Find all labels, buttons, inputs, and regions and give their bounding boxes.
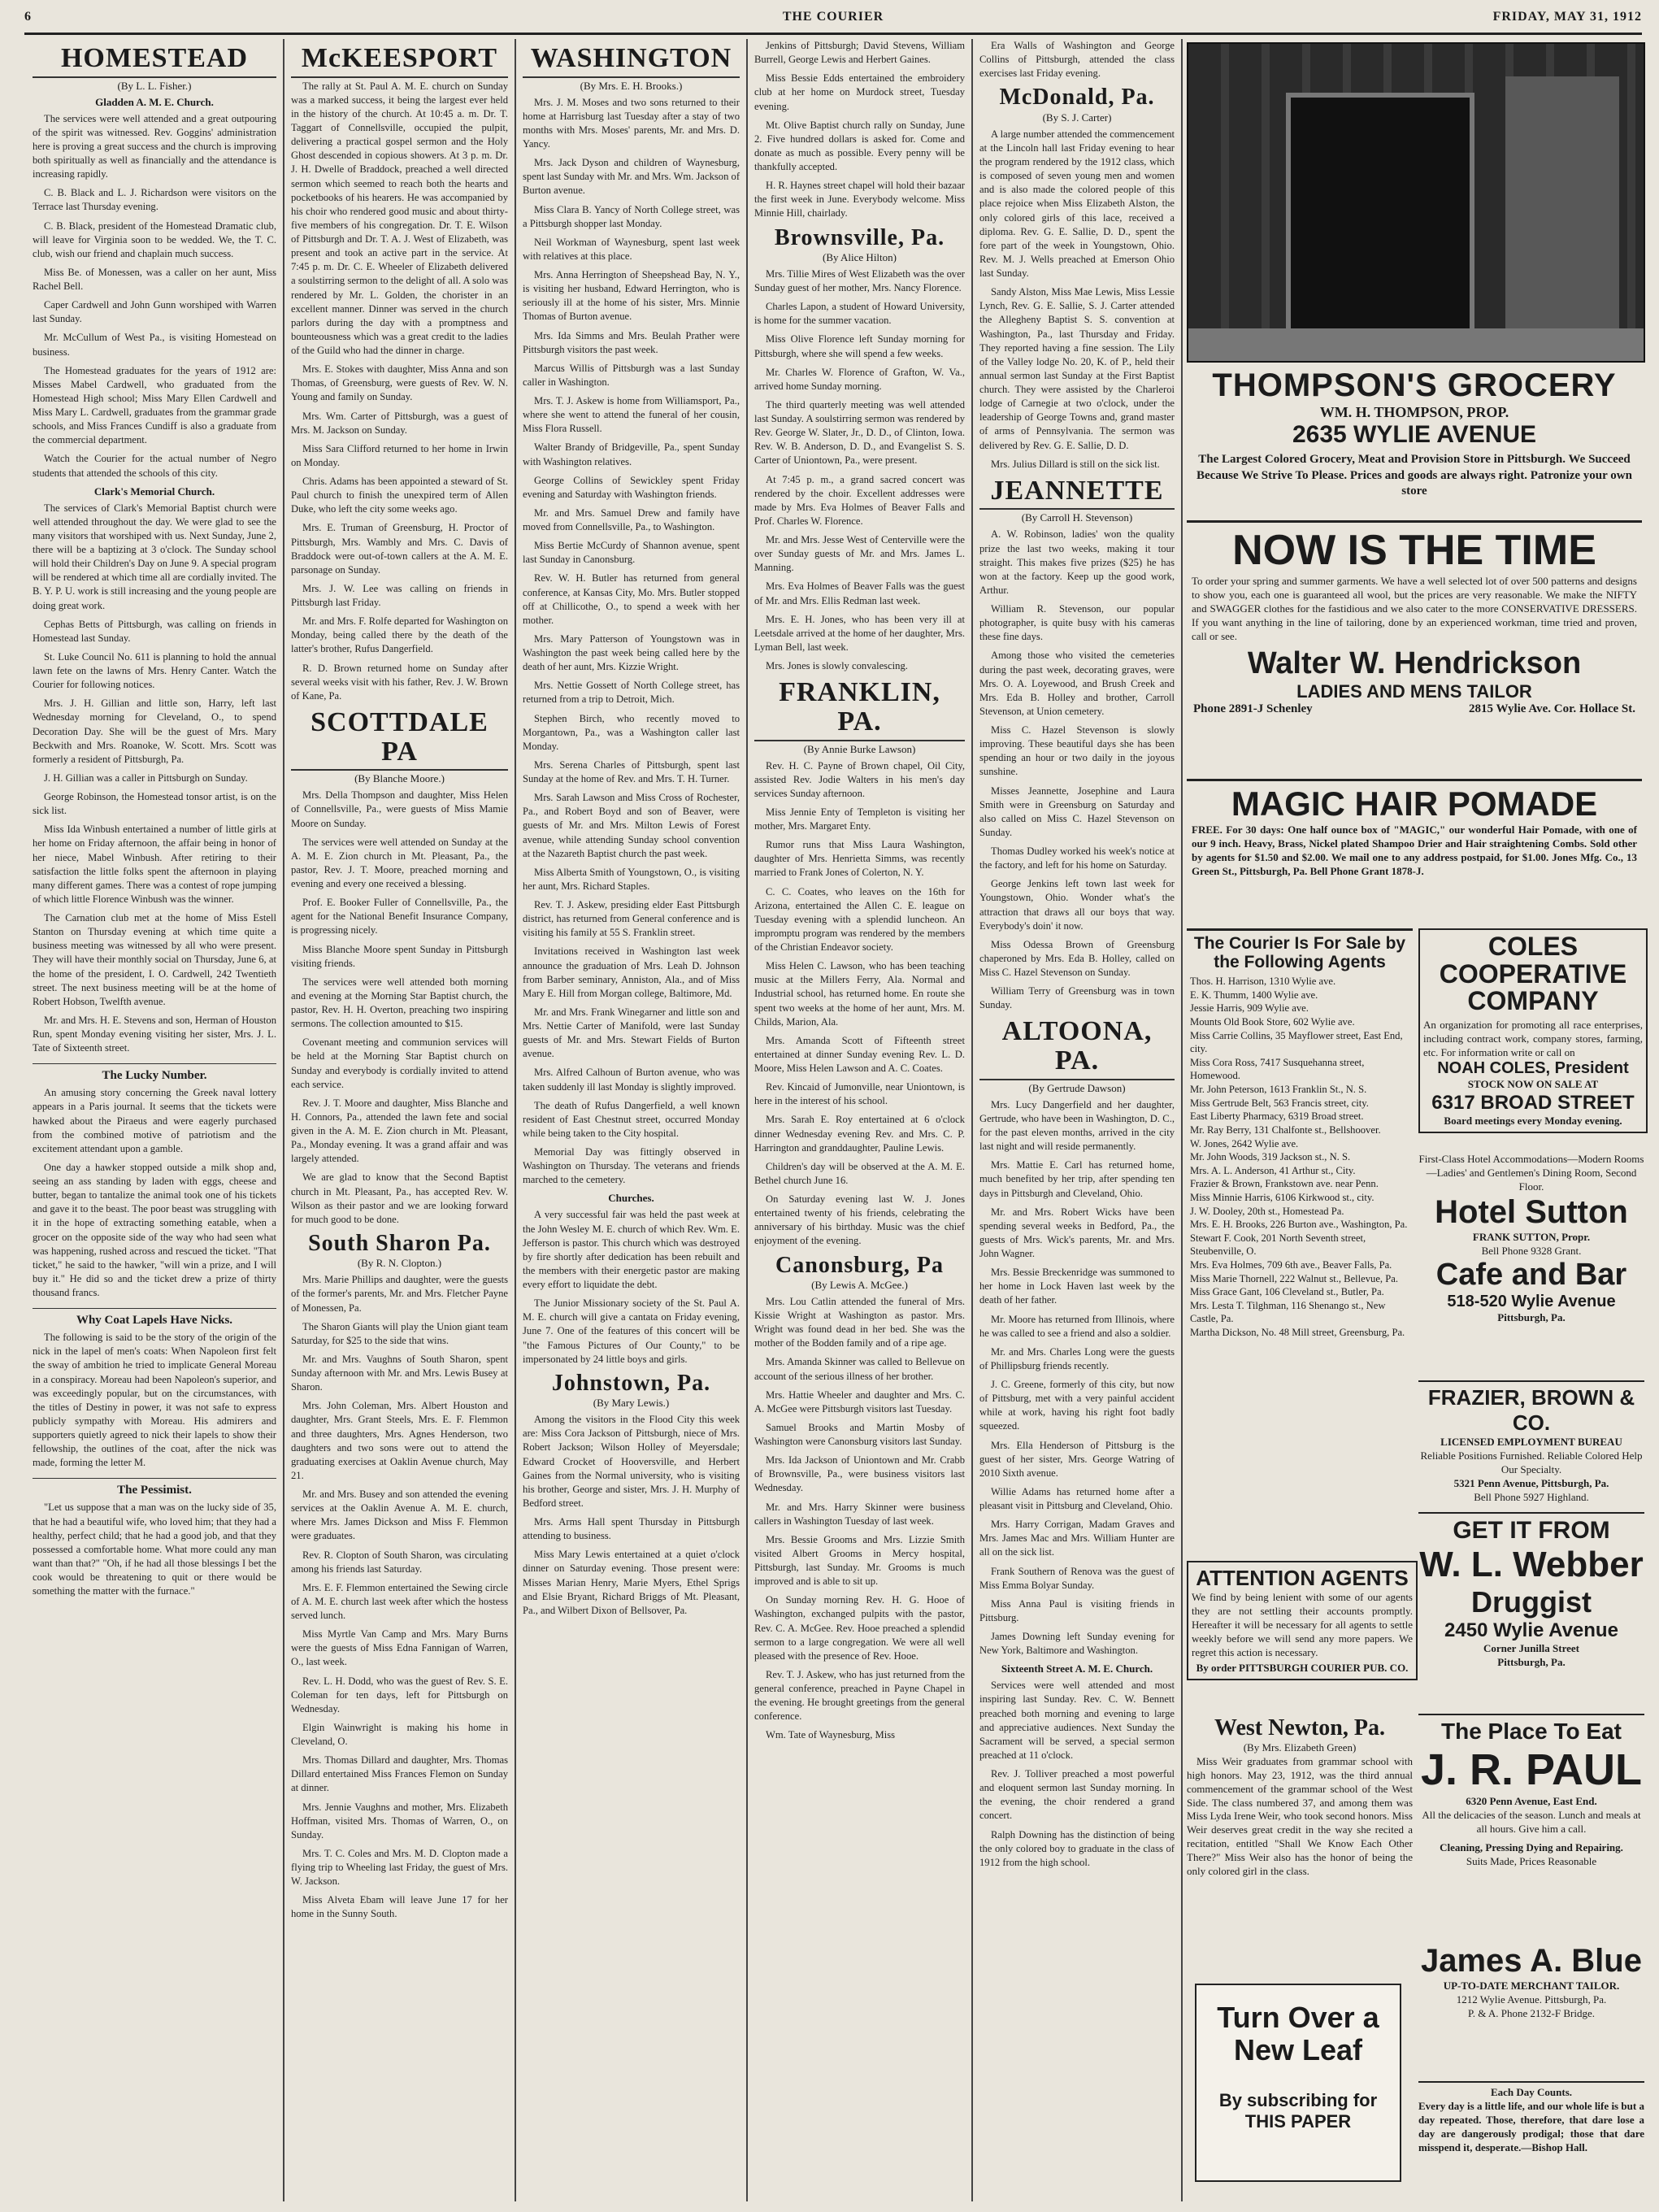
coles-name: NOAH COLES, President [1437, 1059, 1629, 1078]
frazier-address: 5321 Penn Avenue, Pittsburgh, Pa. [1453, 1476, 1609, 1489]
section-subheading: Sixteenth Street A. M. E. Church. [1001, 1662, 1153, 1675]
coles-ad [1418, 928, 1648, 1133]
news-paragraph: Mrs. Lucy Dangerfield and her daughter, Gertrude, who have been in Washington, D. C., for the past eleven months, arrived in the city last night and will reside permanently. [979, 1098, 1175, 1153]
news-paragraph: Mrs. Bessie Breckenridge was summoned to her home in Lock Haven last week by the death of her father. [979, 1267, 1175, 1306]
newton-headline: West Newton, Pa. [1214, 1715, 1385, 1740]
news-paragraph: The services were well attended on Sunday at the A. M. E. Zion church in Mt. Pleasant, Pa., the pastor, Rev. J. T. Moore, preached morning and evening and every one received a blessing. [291, 836, 508, 890]
news-paragraph: The services of Clark's Memorial Baptist church were well attended throughout the day. We were glad to see the many visitors that worshiped with us. Next Sunday, June 2, there will be a baptizing at 3 o'clock. The Sunday school will hold their Children's Day on June 9. A special program will be rendered at which time all are cordially invited. The B. Y. P. U. work is still increasing and the young people are doing great work. [33, 502, 276, 611]
news-paragraph: Mrs. Amanda Skinner was called to Bellevue on account of the serious illness of her brother. [754, 1356, 965, 1382]
news-paragraph: St. Luke Council No. 611 is planning to hold the annual lawn fete on the lawns of Mrs. Henry Canter. Watch the Courier for following notices. [33, 650, 276, 691]
agent-entry: Stewart F. Cook, 201 North Seventh street, Steubenville, O. [1190, 1232, 1366, 1258]
news-paragraph: An amusing story concerning the Greek naval lottery appears in a Paris journal. It seems that the tickets were hawked about the Piraeus and were eagerly purchased from the combined motive of patriotism and the excitement attendant upon a gamble. [33, 1087, 276, 1154]
news-paragraph: Miss Odessa Brown of Greensburg chaperoned by Mrs. Eda B. Holley, called on Miss C. Hazel Stevenson on Sunday. [979, 938, 1175, 979]
news-paragraph: Mrs. Lou Catlin attended the funeral of Mrs. Kissie Wright at Washington as pastor. Mrs. Wright was found dead in her bed. She was the mother of the Bodden family and of a ripe age. [754, 1295, 965, 1349]
column-rule [1181, 39, 1183, 2201]
news-paragraph: The Homestead graduates for the years of 1912 are: Misses Mabel Cardwell, who graduated from the Homestead High school; Miss Mary Ellen Cardwell and Miss Mary L. Cardwell, graduates from the grammar grade schools, and Miss Frances Cundiff is also a graduate from the commercial department. [33, 364, 276, 446]
news-paragraph: Jenkins of Pittsburgh; David Stevens, William Burrell, George Lewis and Herbert Gaines. [754, 40, 965, 66]
paul-ad [1418, 1714, 1644, 1868]
news-paragraph: Rev. L. H. Dodd, who was the guest of Rev. S. E. Coleman for ten days, left for Pittsburgh on Wednesday. [291, 1675, 508, 1714]
coles-stock: STOCK NOW ON SALE AT [1467, 1078, 1599, 1091]
newton-section [1187, 1715, 1413, 1879]
news-paragraph: Mrs. J. M. Moses and two sons returned to their home at Harrisburg last Tuesday after a stay of two months with Mrs. Moses' parents, Mr. and Mrs. D. Yancy. [523, 96, 740, 150]
news-paragraph: Mrs. John Coleman, Mrs. Albert Houston and daughter, Mrs. Grant Steels, Mrs. E. F. Flemmon and three daughters, Mrs. Agnes Henderson, two daughters and two sons were out to attend the graduating exercises at Oaklin Avenue church, May 21. [291, 1400, 508, 1481]
sutton-address: 518-520 Wylie Avenue [1447, 1293, 1616, 1311]
news-paragraph: Mrs. Jennie Vaughns and mother, Mrs. Elizabeth Hoffman, visited Mrs. Thomas of Warren, O., on Sunday. [291, 1801, 508, 1840]
news-paragraph: Watch the Courier for the actual number of Negro students that attended the schools of this city. [33, 453, 276, 479]
counts-text: Every day is a little life, and our whole life is but a day repeated. Those, therefore, that dare lose a day are dangerously prodigal; those that dare misspend it, desperate.—Bishop Hall. [1418, 2099, 1644, 2153]
news-paragraph: Mrs. Anna Herrington of Sheepshead Bay, N. Y., is visiting her husband, Edward Herrington, who is seriously ill at the home of his sister, Mrs. Minnie Thomas of Burton avenue. [523, 269, 740, 323]
news-paragraph: Mrs. Wm. Carter of Pittsburgh, was a guest of Mrs. M. Jackson on Sunday. [291, 410, 508, 436]
news-paragraph: Miss Mary Lewis entertained at a quiet o'clock dinner on Saturday evening. Those present were: Misses Marian Henry, Marie Myers, Ethel Sprigs and Elsie Bryant, Richard Briggs of Mt. Pleasant, Pa., and Wilbert Dixon of Bellsover, Pa. [523, 1549, 740, 1616]
news-paragraph: Mrs. Eva Holmes of Beaver Falls was the guest of Mr. and Mrs. Ellis Redman last week. [754, 580, 965, 606]
news-paragraph: The death of Rufus Dangerfield, a well known resident of East Chestnut street, occurred Monday while being taken to the City hospital. [523, 1099, 740, 1139]
news-paragraph: Mrs. Bessie Grooms and Mrs. Lizzie Smith visited Albert Grooms in Mercy hospital, Pittsburgh, last Sunday. Mr. Grooms is much improved and is able to sit up. [754, 1533, 965, 1588]
news-paragraph: J. C. Greene, formerly of this city, but now of Pittsburg, met with a very painful accident while at work, having his right foot badly squeezed. [979, 1379, 1175, 1432]
leaf-by: By subscribing for THIS PAPER [1218, 2090, 1378, 2132]
coles-address: 6317 BROAD STREET [1431, 1092, 1635, 1115]
agent-entry: Mrs. Eva Holmes, 709 6th ave., Beaver Falls, Pa. [1190, 1258, 1392, 1271]
agent-entry: E. K. Thumm, 1400 Wylie ave. [1190, 989, 1318, 1001]
news-paragraph: Services were well attended and most inspiring last Sunday. Rev. C. W. Bennett preached both morning and evening to large and appreciative audiences. Next Sunday the Sacrament will be served, a special sermon preached at 11 o'clock. [979, 1680, 1175, 1761]
tailor-headline: NOW IS THE TIME [1232, 527, 1596, 574]
news-paragraph: Mr. Moore has returned from Illinois, where he was called to see a friend and also a soldier. [979, 1313, 1175, 1339]
news-paragraph: Mrs. Serena Charles of Pittsburgh, spent last Sunday at the home of Rev. and Mrs. T. H. Turner. [523, 758, 740, 785]
news-paragraph: Miss Myrtle Van Camp and Mrs. Mary Burns were the guests of Miss Edna Fannigan of Warren, O., last week. [291, 1628, 508, 1668]
webber-top: GET IT FROM [1453, 1517, 1610, 1544]
paul-text: All the delicacies of the season. Lunch and meals at all hours. Give him a call. [1422, 1808, 1641, 1835]
counts-box [1418, 2081, 1644, 2154]
grocery-text: The Largest Colored Grocery, Meat and Provision Store in Pittsburgh. We Succeed Because We Strive To Please. Prices and goods are always right. Patronize your own store [1196, 453, 1632, 498]
news-paragraph: Walter Brandy of Bridgeville, Pa., spent Sunday with Washington relatives. [523, 441, 740, 467]
agents-headline: The Courier Is For Sale by the Following Agents [1193, 934, 1406, 972]
paul-address: 6320 Penn Avenue, East End. [1466, 1795, 1597, 1807]
news-paragraph: Elgin Wainwright is making his home in Cleveland, O. [291, 1721, 508, 1748]
news-paragraph: Wm. Tate of Waynesburg, Miss [766, 1729, 896, 1741]
agent-entry: Mr. Ray Berry, 131 Chalfonte st., Bellshoover. [1190, 1123, 1381, 1136]
news-paragraph: Charles Lapon, a student of Howard University, is home for the summer vacation. [754, 301, 965, 327]
column-rule [746, 39, 748, 2201]
section-heading: McKEESPORT [291, 44, 508, 78]
photo-panel [1505, 76, 1619, 337]
news-paragraph: Rev. R. Clopton of South Sharon, was circulating among his friends last Saturday. [291, 1549, 508, 1575]
section-heading: WASHINGTON [523, 44, 740, 78]
story-title: The Pessimist. [33, 1478, 276, 1497]
section-heading: McDonald, Pa. [999, 85, 1155, 111]
news-paragraph: Mr. and Mrs. Frank Winegarner and little son and Mrs. Nettie Carter of Manifold, were last Sunday guests of Mr. and Mrs. Stewart Fields of Burton avenue. [523, 1006, 740, 1060]
news-paragraph: Miss Blanche Moore spent Sunday in Pittsburgh visiting friends. [291, 943, 508, 969]
news-paragraph: Mrs. Harry Corrigan, Madam Graves and Mrs. James Mac and Mrs. William Hunter are all on the sick list. [979, 1519, 1175, 1558]
agent-entry: J. W. Dooley, 20th st., Homestead Pa. [1190, 1205, 1344, 1217]
news-paragraph: Among the visitors in the Flood City this week are: Miss Cora Jackson of Pittsburgh, niece of Mrs. Robert Jackson; Wilson Holley of Meyersdale; Edward Crocket of Hooversville, and Herbert Gaines from the Normal university, who is visiting his brother, George and sister, Mrs. J. H. Murphy of Bedford street. [523, 1414, 740, 1509]
frazier-phone: Bell Phone 5927 Highland. [1474, 1490, 1589, 1503]
tailor-sub: LADIES AND MENS TAILOR [1296, 681, 1532, 702]
news-paragraph: Mr. McCullum of West Pa., is visiting Homestead on business. [33, 332, 276, 358]
news-paragraph: William Terry of Greensburg was in town Sunday. [979, 985, 1175, 1011]
news-paragraph: The rally at St. Paul A. M. E. church on Sunday was a marked success, it being the largest ever held in the history of the church. At 10:45 a. m. Dr. T. Taggart of Connellsville, occupied the pulpit, delivering a practical gospel sermon and the Holy Ghost descended in copious showers. At 3 p. m. Dr. J. H. Dwelle of Braddock, preached a well directed sermon which seemed to reach both the hearts and pocketbooks of his hearers. He was accompanied by his choir who rendered good music and about thirty-five members of his congregation. Dr. T. E. Wilson of Pittsburgh and Dr. T. A. J. West of Elizabeth, was present and took an active part in the service. At 7:45 p. m. Dr. C. E. Wheeler of Elizabeth delivered a soulstirring sermon to the delight of all. A solo was rendered by Mr. L. Golden, the chorister in an excellent manner. Dinner was served in the church parlors during the day with a promptness and bounteousness which was a great credit to the ladies of the Guild who had the dinner in charge. [291, 80, 508, 357]
news-paragraph: R. D. Brown returned home on Sunday after several weeks visit with his father, Rev. J. W. Brown of Kane, Pa. [291, 662, 508, 702]
coles-text: An organization for promoting all race enterprises, including contract work, company stores, farming, etc. For information write or call on [1423, 1018, 1643, 1058]
news-paragraph: We are glad to know that the Second Baptist church in Mt. Pleasant, Pa., has accepted Rev. W. Wilson as their pastor and we are looking forward for much good to be done. [291, 1171, 508, 1225]
news-paragraph: Mrs. Amanda Scott of Fifteenth street entertained at dinner Sunday evening Rev. L. D. Moore, Miss Helen Lawson and A. C. Coates. [754, 1034, 965, 1075]
news-paragraph: Mrs. J. W. Lee was calling on friends in Pittsburgh last Friday. [291, 582, 508, 609]
blue-phone: P. & A. Phone 2132-F Bridge. [1467, 2006, 1595, 2019]
news-paragraph: Mr. and Mrs. H. E. Stevens and son, Herman of Houston Run, spent Monday evening visiting her sister, Mrs. J. L. Tate of Sixteenth street. [33, 1014, 276, 1054]
sutton-name: Hotel Sutton [1435, 1193, 1628, 1230]
storefront-photo [1187, 42, 1645, 363]
news-paragraph: The services were well attended and a great outpouring of the spirit was witnessed. Rev. Goggins' administration here is proving a great success and the church is improving both spiritually as well as financially and the attendance is increasing rapidly. [33, 112, 276, 180]
news-paragraph: Rev. T. J. Askew, who has just returned from the general conference, preached in Payne Chapel in the evening. He brought greetings from the general conference. [754, 1668, 965, 1723]
news-paragraph: Miss Olive Florence left Sunday morning for Pittsburgh, where she will spend a few weeks. [754, 333, 965, 359]
news-paragraph: One day a hawker stopped outside a milk shop and, seeing an ass standing by laden with eggs, cheese and butter, began to tantalize the animal took one of his tickets and gave it to the beast. The poor beast was struggling with it in the hope of extracting something eatable, when a grocer on the opposite side of the way who had seen what was happening, rushed across and rescued the ticket. "That ticket," he said to the hawker, "will win a prize, and I will buy it." He did so and the ticket drew a prize of thirty thousand francs. [33, 1161, 276, 1299]
news-paragraph: Miss Ida Winbush entertained a number of little girls at her home on Friday afternoon, the affair being in honor of her niece, Mabel Winbush. After retiring to their satisfaction the little folks spent the afternoon in playing many different games. There was a contest of rope jumping of which little Florence Winbush was the winner. [33, 824, 276, 905]
frazier-name: FRAZIER, BROWN & CO. [1427, 1385, 1635, 1435]
news-paragraph: Children's day will be observed at the A. M. E. Bethel church June 16. [754, 1160, 965, 1186]
news-paragraph: James Downing left Sunday evening for New York, Baltimore and Washington. [979, 1631, 1175, 1657]
photo-floor [1188, 328, 1644, 361]
pomade-text: FREE. For 30 days: One half ounce box of "MAGIC," our wonderful Hair Pomade, with one of our 9 inch. Heavy, Brass, Nickel plated Shampoo Drier and Hair straightening Combs. Sold other by agents for $1.50 and $2.00. We mail one to any address postpaid, for $1.00. Jones Mfg. Co., 13 Green St., Pittsburgh, Pa. Bell Phone Grant 1878-J. [1192, 824, 1637, 877]
news-paragraph: Mrs. T. C. Coles and Mrs. M. D. Clopton made a flying trip to Wheeling last Friday, the guest of Mrs. W. Jackson. [291, 1847, 508, 1888]
column-homestead [28, 39, 281, 2201]
news-paragraph: A. W. Robinson, ladies' won the quality prize the last two weeks, making it tour straight. This makes five prizes ($25) he has won at the factory. Keep up the good work, Arthur. [979, 528, 1175, 596]
news-paragraph: Miss Be. of Monessen, was a caller on her aunt, Miss Rachel Bell. [33, 266, 276, 293]
news-paragraph: Samuel Brooks and Martin Mosby of Washington were Canonsburg visitors last Sunday. [754, 1421, 965, 1448]
news-paragraph: Mrs. Sarah Lawson and Miss Cross of Rochester, Pa., and Robert Boyd and son of Beaver, were guests of Mr. and Mrs. Milton Lewis of Forest avenue, while attending Sunday school convention at the Nazareth Baptist church the past week. [523, 792, 740, 859]
sutton-phone: Bell Phone 9328 Grant. [1481, 1244, 1582, 1257]
story-title: Why Coat Lapels Have Nicks. [33, 1308, 276, 1328]
column-mcdonald [975, 39, 1179, 2201]
news-paragraph: Mr. and Mrs. Vaughns of South Sharon, spent Sunday afternoon with Mr. and Mrs. Lewis Busey at Sharon. [291, 1353, 508, 1393]
leaf-headline: Turn Over a New Leaf [1217, 2001, 1379, 2066]
news-paragraph: Rumor runs that Miss Laura Washington, daughter of Mrs. Henrietta Simms, was recently married to Frank Jones of Colerton, N. Y. [754, 839, 965, 879]
attention-by: By order PITTSBURGH COURIER PUB. CO. [1196, 1662, 1409, 1675]
news-paragraph: The third quarterly meeting was well attended last Sunday. A soulstirring sermon was rendered by Rev. George W. Slater, Jr., D. D., of Clinton, Iowa. Rev. W. B. Anderson, D. D., and Evangelist S. S. Carter of Uniontown, Pa., were present. [754, 398, 965, 467]
frazier-sub: LICENSED EMPLOYMENT BUREAU [1440, 1436, 1622, 1448]
newton-text: Miss Weir graduates from grammar school with high honors. May 23, 1912, was the third annual commencement of the grammar school of the West Side. The class numbered 37, and among them was Miss Lyda Irene Weir, who took second honors. Miss Weir deserves great credit in the way she recited a recitation, entitled "Shall We Know Each Other There?" Miss Weir also has the honor of being the only colored girl in the class. [1187, 1754, 1413, 1878]
section-byline: (By Alice Hilton) [823, 250, 897, 263]
section-byline: (By Annie Burke Lawson) [803, 742, 916, 755]
news-paragraph: Mrs. T. J. Askew is home from Williamsport, Pa., where she went to attend the funeral of her cousin, Miss Flora Russell. [523, 395, 740, 435]
news-paragraph: Rev. H. C. Payne of Brown chapel, Oil City, assisted Rev. Jodie Walters in his men's day services Sunday afternoon. [754, 759, 965, 799]
news-paragraph: Willie Adams has returned home after a pleasant visit in Pittsburg and Cleveland, Ohio. [979, 1485, 1175, 1512]
section-byline: (By R. N. Clopton.) [357, 1257, 442, 1270]
news-paragraph: Covenant meeting and communion services will be held at the Morning Star Baptist church on Sunday and everybody is cordially invited to attend each service. [291, 1036, 508, 1090]
news-paragraph: Mrs. J. H. Gillian and little son, Harry, left last Wednesday morning for Cleveland, O., to spend Decoration Day. She will be the guest of Mrs. Mary Beckwith and Mrs. Roanoke, W. Scott. Mrs. Scott was formerly a resident of Pittsburgh, Pa. [33, 697, 276, 765]
attention-ad [1187, 1561, 1418, 1680]
news-paragraph: At 7:45 p. m., a grand sacred concert was rendered by the choir. Excellent addresses were made by Mrs. Eva Holmes of Beaver Falls and Prof. Charles W. Florence. [754, 473, 965, 527]
sutton-city: Pittsburgh, Pa. [1497, 1311, 1566, 1324]
agent-entry: Miss Grace Gant, 106 Cleveland st., Butler, Pa. [1190, 1286, 1384, 1298]
frazier-ad [1418, 1380, 1644, 1504]
agent-entry: W. Jones, 2642 Wylie ave. [1190, 1137, 1299, 1149]
news-paragraph: Mr. and Mrs. Jesse West of Centerville were the over Sunday guests of Mr. and Mrs. James L. Manning. [754, 534, 965, 574]
news-paragraph: Mrs. Ida Simms and Mrs. Beulah Prather were Pittsburgh visitors the past week. [523, 329, 740, 355]
news-paragraph: Cephas Betts of Pittsburgh, was calling on friends in Homestead last Sunday. [33, 618, 276, 644]
news-paragraph: Miss Anna Paul is visiting friends in Pittsburg. [979, 1597, 1175, 1623]
news-paragraph: Miss C. Hazel Stevenson is slowly improving. These beautiful days she has been spending an hour or two daily in the joyous sunshine. [979, 724, 1175, 778]
news-paragraph: Mr. and Mrs. Charles Long were the guests of Phillipsburg friends recently. [979, 1345, 1175, 1371]
news-paragraph: Mrs. E. F. Flemmon entertained the Sewing circle of A. M. E. church last week after which the hostess served lunch. [291, 1581, 508, 1622]
news-paragraph: Miss Clara B. Yancy of North College street, was a Pittsburgh shopper last Monday. [523, 203, 740, 229]
webber-sub: Druggist [1471, 1585, 1592, 1619]
news-paragraph: Thomas Dudley worked his week's notice at the factory, and left for his home on Saturday. [979, 845, 1175, 871]
news-paragraph: Ralph Downing has the distinction of being the only colored boy to graduate in the class of 1912 from the high school. [979, 1828, 1175, 1868]
news-paragraph: Mrs. E. H. Jones, who has been very ill at Leetsdale arrived at the home of her daughter, Mrs. Lyman Bell, last week. [754, 613, 965, 653]
section-subheading: Gladden A. M. E. Church. [95, 95, 214, 108]
section-byline: (By Gertrude Dawson) [1028, 1081, 1126, 1094]
agent-entry: Mrs. A. L. Anderson, 41 Arthur st., City. [1190, 1164, 1356, 1176]
news-paragraph: Mrs. Mattie E. Carl has returned home, much benefited by her trip, after spending ten days in Pittsburgh and Cleveland, Ohio. [979, 1159, 1175, 1199]
story-title: The Lucky Number. [33, 1063, 276, 1083]
news-paragraph: Mrs. E. Stokes with daughter, Miss Anna and son Thomas, of Greensburg, were guests of Rev. W. N. Young and family on Sunday. [291, 363, 508, 403]
news-paragraph: Mrs. Alfred Calhoun of Burton avenue, who was taken suddenly ill last Monday is slightly improved. [523, 1067, 740, 1093]
news-paragraph: The following is said to be the story of the origin of the nick in the lapel of men's coats: When Napoleon first felt the sway of ambition he tried to implicate General Moreau in a conspiracy. Moreau had been Napoleon's superior, and was exceedingly popular, but on the circumstances, with the titles of Destiny in power, it was not safe to express publicly sympathy with Moreau. His admirers and supporters quietly agreed to nick their lapels to show their fellowship, the outlines of the coat, after the nick was made, forming the letter M. [33, 1332, 276, 1469]
news-paragraph: Misses Jeannette, Josephine and Laura Smith were in Greensburg on Saturday and also called on Miss C. Hazel Stevenson on Sunday. [979, 784, 1175, 838]
section-heading: JEANNETTE [979, 476, 1175, 511]
news-paragraph: Era Walls of Washington and George Collins of Pittsburgh, attended the class exercises last Friday evening. [979, 40, 1175, 80]
pomade-ad [1187, 779, 1642, 879]
news-paragraph: Neil Workman of Waynesburg, spent last week with relatives at this place. [523, 236, 740, 262]
news-paragraph: The Carnation club met at the home of Miss Estell Stanton on Thursday evening at which time quite a business meeting was witnessed by all who were present. They will have their monthly social on Thursday, June 6, at the home of the president, I. O. Cardwell, 242 Twentieth street. The next business meeting will be at the home of Robert Hobson, Twelfth avenue. [33, 912, 276, 1007]
blue-name: James A. Blue [1421, 1943, 1642, 1979]
section-byline: (By Blanche Moore.) [354, 772, 445, 785]
news-paragraph: George Collins of Sewickley spent Friday evening and Saturday with Washington friends. [523, 474, 740, 500]
photo-doorway [1286, 93, 1474, 346]
section-byline: (By Lewis A. McGee.) [811, 1278, 908, 1291]
news-paragraph: Mrs. Jones is slowly convalescing. [766, 660, 908, 672]
news-paragraph: Caper Cardwell and John Gunn worshiped with Warren last Sunday. [33, 299, 276, 325]
section-heading: FRANKLIN, PA. [754, 678, 965, 741]
news-paragraph: A large number attended the commencement at the Lincoln hall last Friday evening to hear the program rendered by the 1912 class, which is composed of seven young men and women and is also made the colored people of this place rejoice when Miss Elizabeth Alston, the only colored girls of this lace, received a diploma. Rev. G. E. Sallie, D. D., spent the fore part of the week in Youngstown, Ohio. Rev. M. J. Wells preached at Emerson Ohio last Sunday. [979, 128, 1175, 280]
section-subheading: Churches. [608, 1192, 654, 1205]
tailor-name: Walter W. Hendrickson [1247, 646, 1582, 681]
agents-list [1187, 975, 1413, 1339]
section-heading: SCOTTDALE PA [291, 708, 508, 771]
news-paragraph: Prof. E. Booker Fuller of Connellsville, Pa., the agent for the National Benefit Insurance Company, is progressing nicely. [291, 897, 508, 937]
news-paragraph: The Junior Missionary society of the St. Paul A. M. E. church will give a cantata on Friday evening, June 7. One of the features of this concert will be "the Famous Pictures of Our County," to be impersonated by 24 little boys and girls. [523, 1297, 740, 1365]
agent-entry: Miss Gertrude Belt, 563 Francis street, city. [1190, 1097, 1369, 1109]
column-washington [518, 39, 745, 2201]
agent-entry: Mr. John Peterson, 1613 Franklin St., N. S. [1190, 1084, 1367, 1096]
sutton-ad [1418, 1153, 1644, 1325]
news-paragraph: Memorial Day was fittingly observed in Washington on Thursday. The veterans and friends marched to the cemetery. [523, 1146, 740, 1186]
section-heading: South Sharon Pa. [308, 1230, 491, 1256]
news-paragraph: Mrs. Thomas Dillard and daughter, Mrs. Thomas Dillard entertained Miss Frances Flemon on Sunday at dinner. [291, 1754, 508, 1794]
column-rule [971, 39, 973, 2201]
tailor-phone: Phone 2891-J Schenley [1193, 702, 1313, 716]
tailor-address: 2815 Wylie Ave. Cor. Hollace St. [1469, 702, 1635, 716]
section-heading: ALTOONA, PA. [979, 1017, 1175, 1080]
counts-title: Each Day Counts. [1490, 2086, 1573, 2098]
agent-entry: Jessie Harris, 909 Wylie ave. [1190, 1002, 1309, 1015]
agent-entry: Frazier & Brown, Frankstown ave. near Penn. [1190, 1178, 1379, 1190]
column-brownsville [749, 39, 970, 2201]
webber-ad [1418, 1512, 1644, 1670]
news-paragraph: Marcus Willis of Pittsburgh was a last Sunday caller in Washington. [523, 362, 740, 388]
news-paragraph: Mt. Olive Baptist church rally on Sunday, June 2. Five hundred dollars is asked for. Come and donate as much as possible. Every penny will be thankfully accepted. [754, 119, 965, 172]
newton-byline: (By Mrs. Elizabeth Green) [1243, 1741, 1357, 1754]
news-paragraph: On Sunday morning Rev. H. G. Hooe of Washington, exchanged pulpits with the pastor, Rev. C. A. McGee. Rev. Hooe preached a splendid sermon to a large congregation. We were all well pleased with the presence of Rev. Hooe. [754, 1594, 965, 1662]
news-paragraph: Mrs. Jack Dyson and children of Waynesburg, spent last Sunday with Mr. and Mrs. Wm. Jackson of Burton avenue. [523, 157, 740, 197]
news-paragraph: Rev. Kincaid of Jumonville, near Uniontown, is here in the interest of his school. [754, 1081, 965, 1107]
news-paragraph: Mrs. Mary Patterson of Youngstown was in Washington the past week being called here by the death of her aunt, Mrs. Kizzie Wright. [523, 632, 740, 673]
leaf-ad [1195, 1984, 1401, 2182]
news-paragraph: H. R. Haynes street chapel will hold their bazaar the first week in June. Everybody welcome. Miss Minnie Hill, chairlady. [754, 180, 965, 219]
paul-top: The Place To Eat [1441, 1719, 1622, 1744]
section-heading: Canonsburg, Pa [775, 1252, 944, 1278]
section-byline: (By Mrs. E. H. Brooks.) [580, 79, 683, 92]
masthead [24, 8, 1642, 35]
news-paragraph: Mrs. Sarah E. Roy entertained at 6 o'clock dinner Wednesday evening Rev. and Mrs. C. P. Harrington and granddaughter, Pauline Lewis. [754, 1114, 965, 1154]
column-rule [283, 39, 284, 2201]
sutton-cafe: Cafe and Bar [1435, 1258, 1627, 1293]
webber-city: Pittsburgh, Pa. [1497, 1655, 1566, 1668]
coles-meetings: Board meetings every Monday evening. [1444, 1115, 1622, 1128]
agent-entry: Miss Marie Thornell, 222 Walnut st., Bellevue, Pa. [1190, 1272, 1398, 1284]
section-byline: (By S. J. Carter) [1042, 111, 1112, 124]
attention-headline: ATTENTION AGENTS [1196, 1566, 1409, 1590]
pomade-headline: MAGIC HAIR POMADE [1231, 784, 1598, 823]
tailor-ad [1187, 520, 1642, 716]
page-number: 6 [24, 10, 32, 24]
news-paragraph: C. C. Coates, who leaves on the 16th for Arizona, entertained the Allen C. E. league on Tuesday evening with a splendid luncheon. An impromptu program was rendered by the members of the Christian Endeavor society. [754, 885, 965, 954]
grocery-address: 2635 WYLIE AVENUE [1292, 421, 1537, 448]
news-paragraph: Among those who visited the cemeteries during the past week, decorating graves, were Mrs. O. A. Loyewood, and Brush Creek and Mrs. Eda B. Holley and brother, Carroll Stevenson, at Union cemetery. [979, 650, 1175, 717]
news-paragraph: Frank Southern of Renova was the guest of Miss Emma Bolyar Sunday. [979, 1565, 1175, 1591]
agents-ad [1187, 928, 1413, 1340]
news-paragraph: Invitations received in Washington last week announce the graduation of Mrs. Leah D. Johnson from Barber seminary, Anniston, Ala., and of Miss Mary E. Hill from Morgan college, Baltimore, Md. [523, 945, 740, 999]
news-paragraph: Rev. T. J. Askew, presiding elder East Pittsburgh district, has returned from General conference and is visiting his family at 55 S. Franklin street. [523, 899, 740, 939]
news-paragraph: Rev. J. T. Moore and daughter, Miss Blanche and H. Connors, Pa., attended the lawn fete and social given in the A. M. E. Zion church in Mt. Pleasant, Pa., Monday evening. It was a grand affair and was largely attended. [291, 1097, 508, 1165]
news-paragraph: Rev. W. H. Butler has returned from general conference, at Kansas City, Mo. Mrs. Butler stopped off at Chillicothe, O., to spend a week with her mother. [523, 572, 740, 626]
news-paragraph: A very successful fair was held the past week at the John Wesley M. E. church of which Rev. Wm. E. Jefferson is pastor. This church which was destroyed by fire shortly after dedication has been rebuilt and the members with their energetic pastor are making every effort to liquidate the debt. [523, 1209, 740, 1291]
coles-headline: COLES COOPERATIVE COMPANY [1439, 932, 1627, 1016]
news-paragraph: George Jenkins left town last week for Youngstown, Ohio. Wonder what's the attraction that draws all our boys that way. Everybody's doin' it now. [979, 878, 1175, 932]
agent-entry: Mr. John Woods, 319 Jackson st., N. S. [1190, 1151, 1351, 1163]
agent-entry: Mounts Old Book Store, 602 Wylie ave. [1190, 1016, 1355, 1028]
section-heading: Brownsville, Pa. [774, 224, 945, 250]
news-paragraph: Mrs. Tillie Mires of West Elizabeth was the over Sunday guest of her mother, Mrs. Nancy Florence. [754, 267, 965, 294]
news-paragraph: Stephen Birch, who recently moved to Morgantown, Pa., was a Washington caller last Monday. [523, 712, 740, 752]
news-paragraph: George Robinson, the Homestead tonsor artist, is on the sick list. [33, 791, 276, 817]
webber-name: W. L. Webber [1419, 1545, 1644, 1584]
frazier-text: Reliable Positions Furnished. Reliable Colored Help Our Specialty. [1420, 1449, 1643, 1475]
grocery-ad [1187, 367, 1642, 500]
news-paragraph: Miss Alveta Ebam will leave June 17 for her home in the Sunny South. [291, 1894, 508, 1920]
section-byline: (By Carroll H. Stevenson) [1021, 511, 1133, 524]
news-paragraph: Mrs. Julius Dillard is still on the sick list. [991, 458, 1160, 470]
news-paragraph: The services were well attended both morning and evening at the Morning Star Baptist church, the pastor, Rev. H. H. Overton, preaching two inspiring sermons. The collection amounted to $15. [291, 976, 508, 1030]
paul-services: Cleaning, Pressing Dying and Repairing. [1440, 1840, 1623, 1853]
news-paragraph: "Let us suppose that a man was on the lucky side of 35, that he had a beautiful wife, who loved him; that they had a healthy, perfect child; that he had a good job, and that they possessed a comfortable home. What more could any man want than that?" "Oh, if he had all those blessings I bet the cook would be threatening to quit or there would be something the matter with the furnace." [33, 1501, 276, 1597]
news-paragraph: Mrs. Arms Hall spent Thursday in Pittsburgh attending to business. [523, 1516, 740, 1542]
webber-address: 2450 Wylie Avenue [1444, 1619, 1618, 1641]
sutton-prop: FRANK SUTTON, Propr. [1472, 1230, 1591, 1243]
agent-entry: Miss Minnie Harris, 6106 Kirkwood st., city. [1190, 1191, 1375, 1203]
news-paragraph: Mrs. E. Truman of Greensburg, H. Proctor of Pittsburgh, Mrs. Wambly and Mrs. C. Davis of Braddock were out-of-town callers at the A. M. E. parsonage on Sunday. [291, 522, 508, 576]
news-paragraph: Mrs. Marie Phillips and daughter, were the guests of the former's parents, Mr. and Mrs. Fletcher Payne of Monessen, Pa. [291, 1274, 508, 1314]
agent-entry: Miss Cora Ross, 7417 Susquehanna street, Homewood. [1190, 1056, 1365, 1082]
agent-entry: Mrs. E. H. Brooks, 226 Burton ave., Washington, Pa. [1190, 1219, 1408, 1231]
news-paragraph: Miss Bessie Edds entertained the embroidery club at her home on Murdock street, Tuesday evening. [754, 72, 965, 112]
news-paragraph: Chris. Adams has been appointed a steward of St. Paul church to finish the unexpired term of Allen Duke, who left the city some weeks ago. [291, 476, 508, 515]
news-paragraph: Miss Helen C. Lawson, who has been teaching music at the Millers Ferry, Ala. Normal and Industrial school, has returned home. En route she spent two weeks at the home of her aunt, Mrs. M. Childs, Marion, Ala. [754, 960, 965, 1028]
news-paragraph: J. H. Gillian was a caller in Pittsburgh on Sunday. [44, 771, 248, 784]
news-paragraph: Miss Bertie McCurdy of Shannon avenue, spent last Sunday in Canonsburg. [523, 540, 740, 566]
issue-date: FRIDAY, MAY 31, 1912 [1492, 10, 1642, 24]
news-paragraph: Miss Alberta Smith of Youngstown, O., is visiting her aunt, Mrs. Richard Staples. [523, 866, 740, 892]
news-paragraph: Mr. and Mrs. Busey and son attended the evening services at the Oaklin Avenue A. M. E. church, where Mrs. James Dickson and Miss F. Flemmon were graduates. [291, 1488, 508, 1542]
paper-title: THE COURIER [782, 10, 884, 24]
news-paragraph: Mrs. Ida Jackson of Uniontown and Mr. Crabb of Brownsville, Pa., were business visitors last Wednesday. [754, 1454, 965, 1494]
section-byline: (By Mary Lewis.) [593, 1397, 670, 1410]
sutton-text: First-Class Hotel Accommodations—Modern Rooms—Ladies' and Gentlemen's Dining Room, Second Floor. [1418, 1153, 1644, 1193]
news-paragraph: Miss Sara Clifford returned to her home in Irwin on Monday. [291, 442, 508, 468]
column-mckeesport [286, 39, 513, 2201]
blue-ad [1418, 1943, 1644, 2021]
news-paragraph: Mrs. Nettie Gossett of North College street, has returned from a trip to Detroit, Mich. [523, 680, 740, 706]
webber-corner: Corner Junilla Street [1483, 1642, 1579, 1654]
agent-entry: Mrs. Lesta T. Tilghman, 116 Shenango st., New Castle, Pa. [1190, 1299, 1386, 1325]
section-heading: Johnstown, Pa. [551, 1370, 711, 1396]
grocery-prop: WM. H. THOMPSON, PROP. [1319, 404, 1509, 420]
blue-address: 1212 Wylie Avenue. Pittsburgh, Pa. [1456, 1993, 1607, 2006]
tailor-text: To order your spring and summer garments. We have a well selected lot of over 500 patterns and designs to show you, each one is guaranteed all wool, but the prices are very reasonable. We make the NIFTY and SWAGGER clothes for the fastidious and we also cater to the more CONSERVATIVE DRESSERS. If you want anything in the line of tailoring, done by an experienced workman, time tried and proven, call or see. [1192, 575, 1637, 642]
news-paragraph: Mr. and Mrs. F. Rolfe departed for Washington on Monday, being called there by the death of the latter's brother, Rufus Dangerfield. [291, 615, 508, 655]
agent-entry: East Liberty Pharmacy, 6319 Broad street. [1190, 1110, 1364, 1123]
news-paragraph: Mr. and Mrs. Samuel Drew and family have moved from Connellsville, Pa., to Washington. [523, 506, 740, 533]
news-paragraph: Miss Jennie Enty of Templeton is visiting her mother, Mrs. Margaret Enty. [754, 806, 965, 832]
attention-text: We find by being lenient with some of our agents they are not settling their accounts promptly. Hereafter it will be necessary for all agents to settle weekly before we will send any more papers. We regret this action is necessary. [1192, 1591, 1413, 1658]
news-paragraph: On Saturday evening last W. J. Jones entertained twenty of his friends, celebrating the anniversary of his birthday. Music was the chief enjoyment of the evening. [754, 1193, 965, 1247]
news-paragraph: Mrs. Della Thompson and daughter, Miss Helen of Connellsville, Pa., were guests of Miss Mamie Moore on Sunday. [291, 789, 508, 829]
paul-name: J. R. PAUL [1420, 1745, 1643, 1794]
news-paragraph: C. B. Black and L. J. Richardson were visitors on the Terrace last Thursday evening. [33, 187, 276, 213]
column-rule [515, 39, 516, 2201]
agent-entry: Martha Dickson, No. 48 Mill street, Greensburg, Pa. [1190, 1327, 1405, 1339]
agent-entry: Thos. H. Harrison, 1310 Wylie ave. [1190, 976, 1336, 988]
news-paragraph: William R. Stevenson, our popular photographer, is quite busy with his cameras these fine days. [979, 603, 1175, 643]
news-paragraph: Mr. and Mrs. Harry Skinner were business callers in Washington Tuesday of last week. [754, 1501, 965, 1527]
news-paragraph: Mrs. Hattie Wheeler and daughter and Mrs. C. A. McGee were Pittsburgh visitors last Tuesday. [754, 1388, 965, 1415]
agent-entry: Miss Carrie Collins, 35 Mayflower street, East End, city. [1190, 1029, 1403, 1055]
news-paragraph: C. B. Black, president of the Homestead Dramatic club, will leave for Virginia soon to be wedded. We, the T. C. club, wish our friend and chaplain much success. [33, 219, 276, 259]
grocery-name: THOMPSON'S GROCERY [1212, 367, 1617, 403]
news-paragraph: Mr. and Mrs. Robert Wicks have been spending several weeks in Bedford, Pa., the guests of Mrs. Wick's parents, Mr. and Mrs. John Wagner. [979, 1206, 1175, 1260]
news-paragraph: Mr. Charles W. Florence of Grafton, W. Va., arrived home Sunday morning. [754, 366, 965, 392]
news-paragraph: Rev. J. Tolliver preached a most powerful and eloquent sermon last Sunday morning. In the evening, the choir rendered a grand concert. [979, 1768, 1175, 1822]
blue-sub: UP-TO-DATE MERCHANT TAILOR. [1443, 1980, 1620, 1992]
section-subheading: Clark's Memorial Church. [93, 485, 215, 498]
news-paragraph: The Sharon Giants will play the Union giant team Saturday, for $25 to the side that wins. [291, 1320, 508, 1346]
paul-prices: Suits Made, Prices Reasonable [1466, 1854, 1597, 1867]
news-paragraph: Sandy Alston, Miss Mae Lewis, Miss Lessie Lynch, Rev. G. E. Sallie, S. J. Carter attended the Allegheny Baptist S. S. convention at Washington, Pa., last Thursday and Friday. They reported having a fine session. The Lily of the Valley lodge No. 20, K. of P., held their annual sermon last Sunday at the First Baptist church. They were assisted by the Charleroi lodge of Carnegie at two o'clock, under the leadership of George Towns and, grand master of arms of Pennsylvania. The sermon was delivered by Rev. G. E. Sallie, D. D. [979, 286, 1175, 451]
news-paragraph: Mrs. Ella Henderson of Pittsburg is the guest of her sister, Mrs. George Watring of 2010 Sixth avenue. [979, 1439, 1175, 1479]
section-heading: HOMESTEAD [33, 44, 276, 78]
section-byline: (By L. L. Fisher.) [117, 79, 192, 92]
